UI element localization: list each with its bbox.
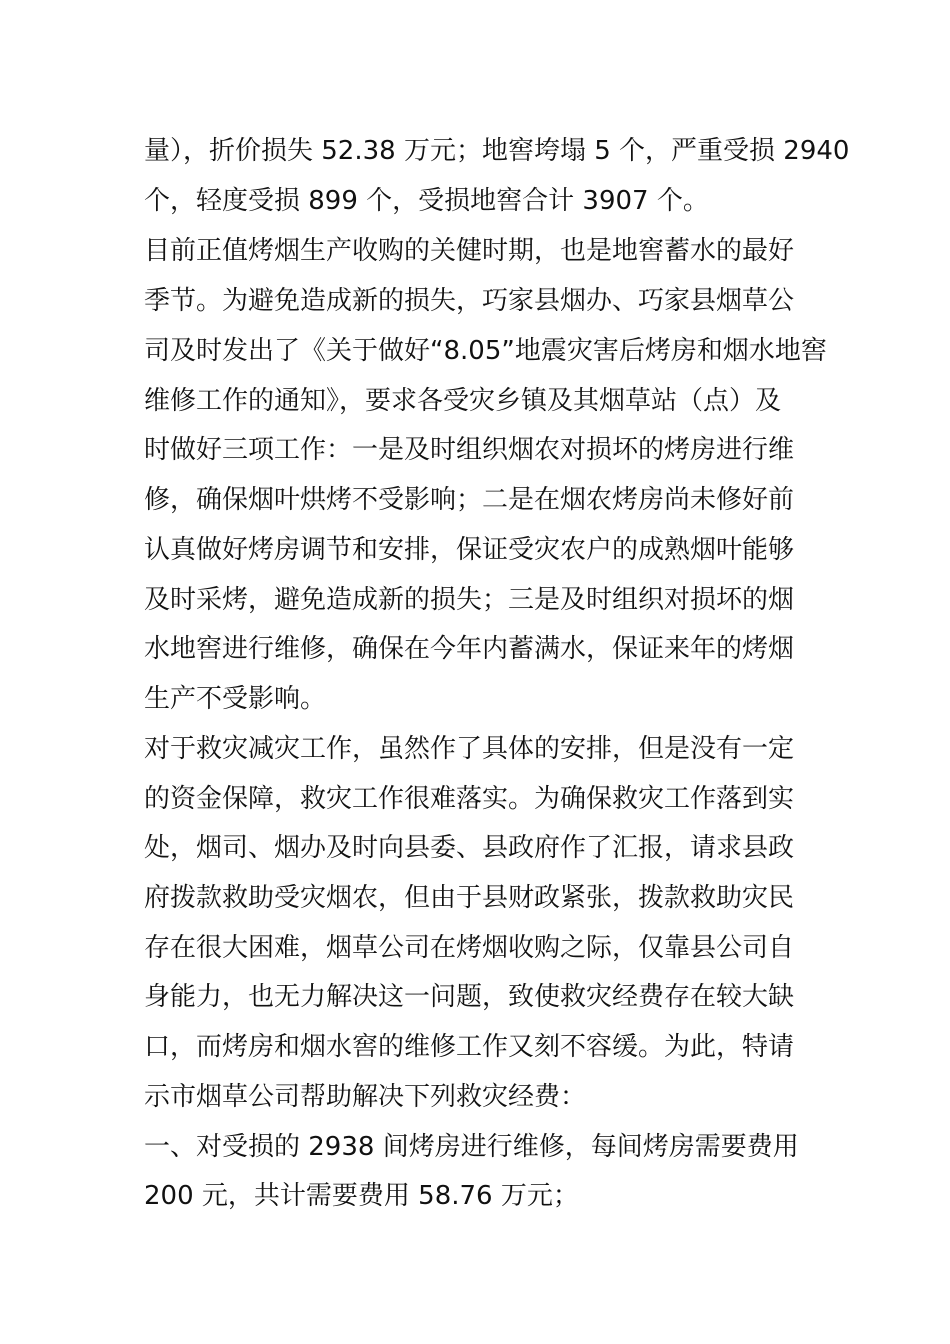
- text-line: 生产不受影响。: [144, 684, 327, 714]
- text-line: 身能力，也无力解决这一问题，致使救灾经费存在较大缺: [144, 982, 795, 1012]
- text-line: 口，而烤房和烟水窖的维修工作又刻不容缓。为此，特请: [144, 1032, 795, 1062]
- text-line: 一、对受损的 2938 间烤房进行维修，每间烤房需要费用: [144, 1132, 799, 1162]
- text-line: 时做好三项工作：一是及时组织烟农对损坏的烤房进行维: [144, 435, 795, 465]
- text-line: 存在很大困难，烟草公司在烤烟收购之际，仅靠县公司自: [144, 933, 795, 963]
- text-line: 示市烟草公司帮助解决下列救灾经费：: [144, 1082, 587, 1112]
- text-line: 季节。为避免造成新的损失，巧家县烟办、巧家县烟草公: [144, 286, 795, 316]
- text-line: 处，烟司、烟办及时向县委、县政府作了汇报，请求县政: [144, 833, 795, 863]
- text-line: 认真做好烤房调节和安排，保证受灾农户的成熟烟叶能够: [144, 535, 795, 565]
- text-line: 及时采烤，避免造成新的损失；三是及时组织对损坏的烟: [144, 585, 795, 615]
- text-line: 目前正值烤烟生产收购的关健时期，也是地窖蓄水的最好: [144, 236, 795, 266]
- text-line: 修，确保烟叶烘烤不受影响；二是在烟农烤房尚未修好前: [144, 485, 795, 515]
- text-line: 的资金保障，救灾工作很难落实。为确保救灾工作落到实: [144, 784, 795, 814]
- text-line: 司及时发出了《关于做好“8.05”地震灾害后烤房和烟水地窖: [144, 336, 827, 366]
- text-line: 个，轻度受损 899 个，受损地窖合计 3907 个。: [144, 186, 709, 216]
- text-line: 府拨款救助受灾烟农，但由于县财政紧张，拨款救助灾民: [144, 883, 795, 913]
- text-line: 对于救灾减灾工作，虽然作了具体的安排，但是没有一定: [144, 734, 795, 764]
- text-line: 水地窖进行维修，确保在今年内蓄满水，保证来年的烤烟: [144, 634, 795, 664]
- text-line: 200 元，共计需要费用 58.76 万元；: [144, 1181, 579, 1211]
- text-line: 量），折价损失 52.38 万元；地窖垮塌 5 个，严重受损 2940: [144, 136, 850, 166]
- text-line: 维修工作的通知》，要求各受灾乡镇及其烟草站（点）及: [144, 386, 782, 416]
